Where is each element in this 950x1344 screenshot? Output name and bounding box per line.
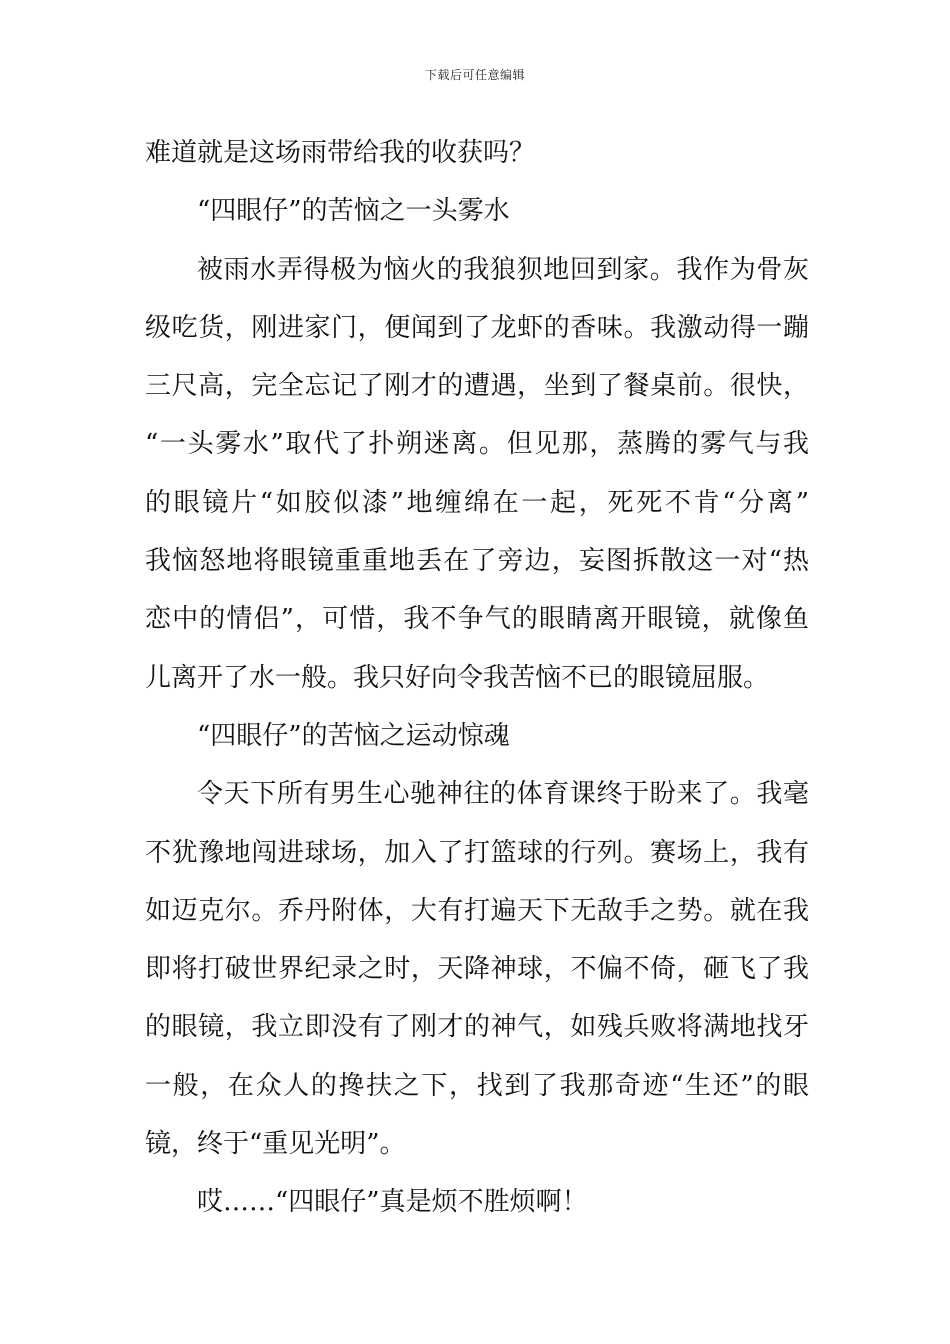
paragraph-line: “一头雾水”取代了扑朔迷离。但见那，蒸腾的雾气与我 <box>145 429 809 460</box>
paragraph-line: 镜，终于“重见光明”。 <box>145 1129 406 1160</box>
section-heading: “四眼仔”的苦恼之一头雾水 <box>197 196 510 227</box>
paragraph-line: 三尺高，完全忘记了刚才的遭遇，坐到了餐桌前。很快， <box>145 371 809 402</box>
paragraph-line: 被雨水弄得极为恼火的我狼狈地回到家。我作为骨灰 <box>197 254 809 285</box>
paragraph-line: 即将打破世界纪录之时，天降神球，不偏不倚，砸飞了我 <box>145 954 809 985</box>
section-heading: “四眼仔”的苦恼之运动惊魂 <box>197 720 510 751</box>
paragraph-line: 儿离开了水一般。我只好向令我苦恼不已的眼镜屈服。 <box>145 662 770 693</box>
paragraph-line: 的眼镜片“如胶似漆”地缠绵在一起，死死不肯“分离” <box>145 487 809 518</box>
document-body <box>145 124 809 1232</box>
paragraph-line: 一般，在众人的搀扶之下，找到了我那奇迹“生还”的眼 <box>145 1070 809 1101</box>
paragraph-line: 的眼镜，我立即没有了刚才的神气，如残兵败将满地找牙 <box>145 1012 809 1043</box>
paragraph-line: 令天下所有男生心驰神往的体育课终于盼来了。我毫 <box>197 779 809 810</box>
page-header: 下载后可任意编辑 <box>424 68 525 82</box>
paragraph-line: 如迈克尔。乔丹附体，大有打遍天下无敌手之势。就在我 <box>145 895 809 926</box>
paragraph-line: 不犹豫地闯进球场，加入了打篮球的行列。赛场上，我有 <box>145 837 809 868</box>
paragraph-line: 恋中的情侣”，可惜，我不争气的眼睛离开眼镜，就像鱼 <box>145 604 809 635</box>
paragraph-line: 哎……“四眼仔”真是烦不胜烦啊！ <box>197 1187 588 1218</box>
paragraph-line: 我恼怒地将眼镜重重地丢在了旁边，妄图拆散这一对“热 <box>145 546 809 577</box>
paragraph-line: 级吃货，刚进家门，便闻到了龙虾的香味。我激动得一蹦 <box>145 312 809 343</box>
paragraph-line: 难道就是这场雨带给我的收获吗？ <box>145 138 536 168</box>
